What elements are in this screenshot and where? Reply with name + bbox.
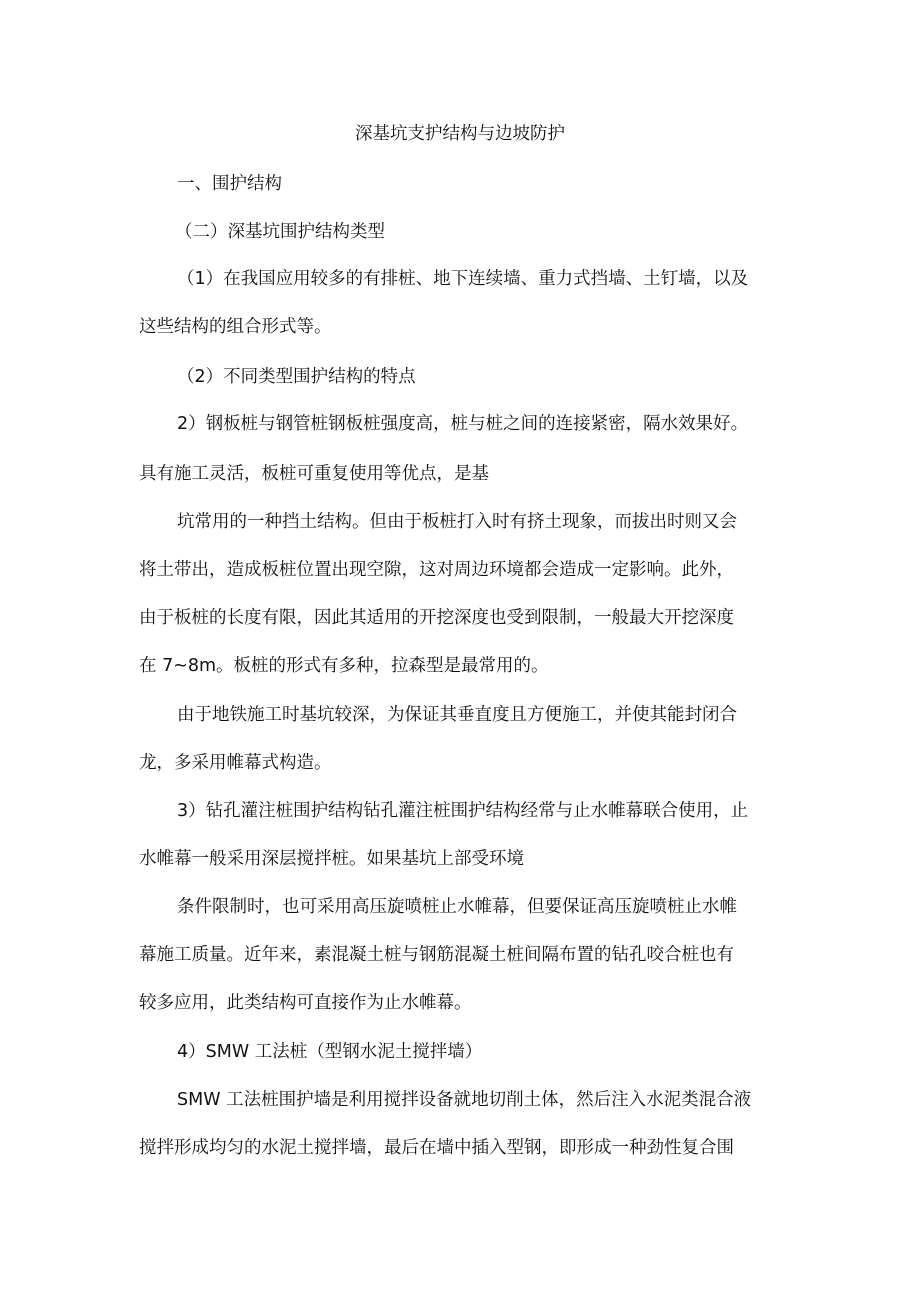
paragraph-line: SMW 工法桩围护墙是利用搅拌设备就地切削土体，然后注入水泥类混合液 (177, 1090, 752, 1110)
paragraph-line: 幕施工质量。近年来，素混凝土桩与钢筋混凝土桩间隔布置的钻孔咬合桩也有 (139, 945, 734, 965)
paragraph-line: 较多应用，此类结构可直接作为止水帷幕。 (139, 993, 472, 1013)
paragraph-line: 4）SMW 工法桩（型钢水泥土搅拌墙） (177, 1042, 483, 1062)
paragraph-line: 由于板桩的长度有限，因此其适用的开挖深度也受到限制，一般最大开挖深度 (139, 608, 734, 628)
paragraph-line: 2）钢板桩与钢管桩钢板桩强度高，桩与桩之间的连接紧密，隔水效果好。 (177, 414, 749, 434)
paragraph-line: （1）在我国应用较多的有排桩、地下连续墙、重力式挡墙、土钉墙，以及 (177, 269, 749, 289)
document-title: 深基坑支护结构与边坡防护 (355, 124, 565, 144)
paragraph-line: 将土带出，造成板桩位置出现空隙，这对周边环境都会造成一定影响。此外， (139, 560, 734, 580)
paragraph-line: 搅拌形成均匀的水泥土搅拌墙，最后在墙中插入型钢，即形成一种劲性复合围 (139, 1138, 734, 1158)
paragraph-line: 条件限制时，也可采用高压旋喷桩止水帷幕，但要保证高压旋喷桩止水帷 (177, 897, 737, 917)
paragraph-line: 3）钻孔灌注桩围护结构钻孔灌注桩围护结构经常与止水帷幕联合使用，止 (177, 801, 749, 821)
paragraph-line: 具有施工灵活，板桩可重复使用等优点，是基 (139, 464, 489, 484)
paragraph-line: 坑常用的一种挡土结构。但由于板桩打入时有挤土现象，而拔出时则又会 (177, 512, 737, 532)
paragraph-line: （2）不同类型围护结构的特点 (177, 367, 416, 387)
paragraph-line: 龙，多采用帷幕式构造。 (139, 753, 332, 773)
paragraph-line: 在 7~8m。板桩的形式有多种，拉森型是最常用的。 (139, 656, 549, 676)
paragraph-line: 这些结构的组合形式等。 (139, 317, 332, 337)
heading-section-1: 一、围护结构 (177, 174, 282, 194)
heading-subsection-2: （二）深基坑围护结构类型 (175, 222, 385, 242)
paragraph-line: 由于地铁施工时基坑较深，为保证其垂直度且方便施工，并使其能封闭合 (177, 705, 737, 725)
paragraph-line: 水帷幕一般采用深层搅拌桩。如果基坑上部受环境 (139, 849, 524, 869)
